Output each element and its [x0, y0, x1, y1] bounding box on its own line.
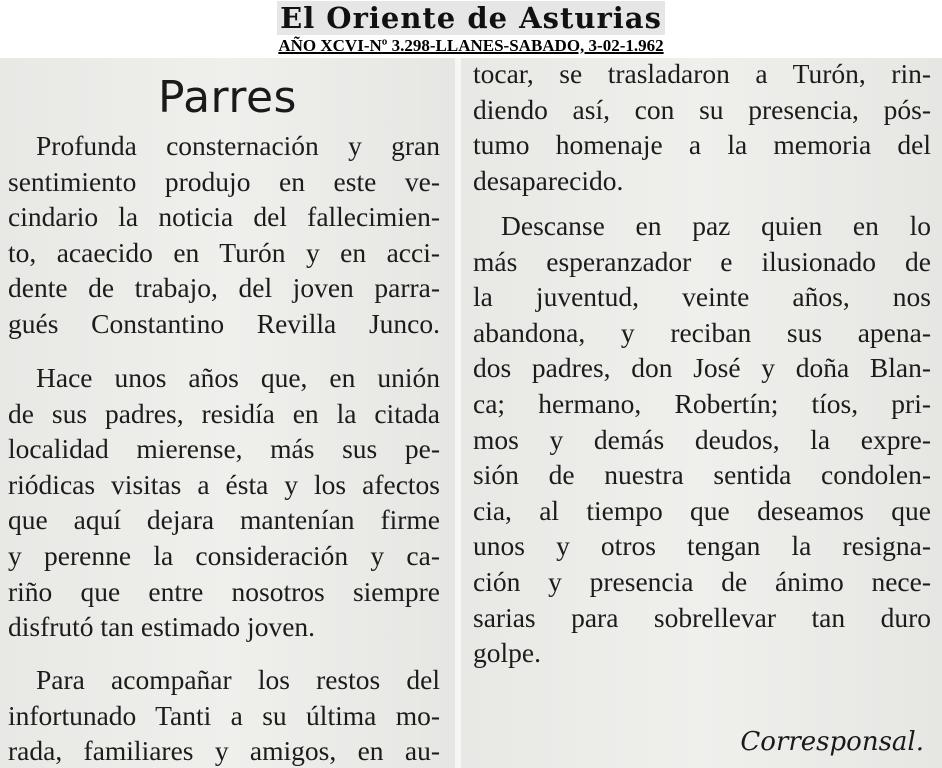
text-line: tumo homenaje a la memoria del: [473, 129, 931, 161]
text-line: diendo así, con su presencia, pós-: [473, 93, 931, 125]
text-line: to, acaecido en Turón y en acci-: [8, 236, 440, 268]
masthead: [0, 0, 942, 58]
text-line: abandona, y reciban sus apena-: [473, 316, 931, 348]
text-line: Profunda consternación y gran: [36, 130, 440, 161]
text-line: infortunado Tanti a su última mo-: [8, 699, 440, 731]
paragraph-2: [8, 360, 440, 645]
paragraph-4: [473, 208, 931, 671]
text-line: cia, al tiempo que deseamos que: [473, 494, 931, 526]
text-line: sión de nuestra sentida condolen-: [473, 459, 931, 491]
newspaper-clipping: [0, 58, 942, 768]
paragraph-3-continued: [473, 58, 931, 198]
text-line: disfrutó tan estimado joven.: [8, 611, 316, 643]
text-line: rada, familiares y amigos, en au-: [8, 735, 440, 767]
text-line: la juventud, veinte años, nos: [473, 281, 931, 313]
text-line: sentimiento produjo en este ve-: [8, 165, 440, 197]
text-line: mos y demás deudos, la expre-: [473, 423, 931, 455]
newspaper-title: El Oriente de Asturias: [0, 2, 942, 34]
text-line: gués Constantino Revilla Junco.: [8, 307, 440, 339]
text-line: ca; hermano, Robertín; tíos, pri-: [473, 387, 931, 419]
text-line: sarias para sobrellevar tan duro: [473, 601, 931, 633]
paragraph-1: [8, 128, 440, 342]
left-column: [0, 58, 455, 768]
text-line: Descanse en paz quien en lo: [501, 210, 931, 241]
text-line: más esperanzador e ilusionado de: [473, 245, 931, 277]
text-line: cindario la noticia del fallecimien-: [8, 201, 440, 233]
text-line: de sus padres, residía en la citada: [8, 397, 440, 429]
text-line: y perenne la consideración y ca-: [8, 539, 440, 571]
text-line: riño que entre nosotros siempre: [8, 575, 440, 607]
paragraph-3: [8, 662, 440, 768]
text-line: Para acompañar los restos del: [36, 664, 440, 695]
right-column: [461, 58, 942, 768]
text-line: dos padres, don José y doña Blan-: [473, 352, 931, 384]
text-line: unos y otros tengan la resigna-: [473, 530, 931, 562]
issue-date-line: AÑO XCVI-Nº 3.298-LLANES-SABADO, 3-02-1.962: [278, 36, 664, 55]
article-headline: Parres: [158, 72, 297, 123]
text-line: golpe.: [473, 637, 541, 669]
text-line: que aquí dejara mantenían firme: [8, 504, 440, 536]
text-line: localidad mierense, más sus pe-: [8, 433, 440, 465]
text-line: Hace unos años que, en unión: [36, 362, 440, 393]
text-line: ción y presencia de ánimo nece-: [473, 565, 931, 597]
article-signature: Corresponsal.: [740, 727, 924, 757]
text-line: tocar, se trasladaron a Turón, rin-: [473, 58, 931, 89]
text-line: desaparecido.: [473, 164, 624, 196]
text-line: dente de trabajo, del joven parra-: [8, 272, 440, 304]
text-line: riódicas visitas a ésta y los afectos: [8, 468, 440, 500]
